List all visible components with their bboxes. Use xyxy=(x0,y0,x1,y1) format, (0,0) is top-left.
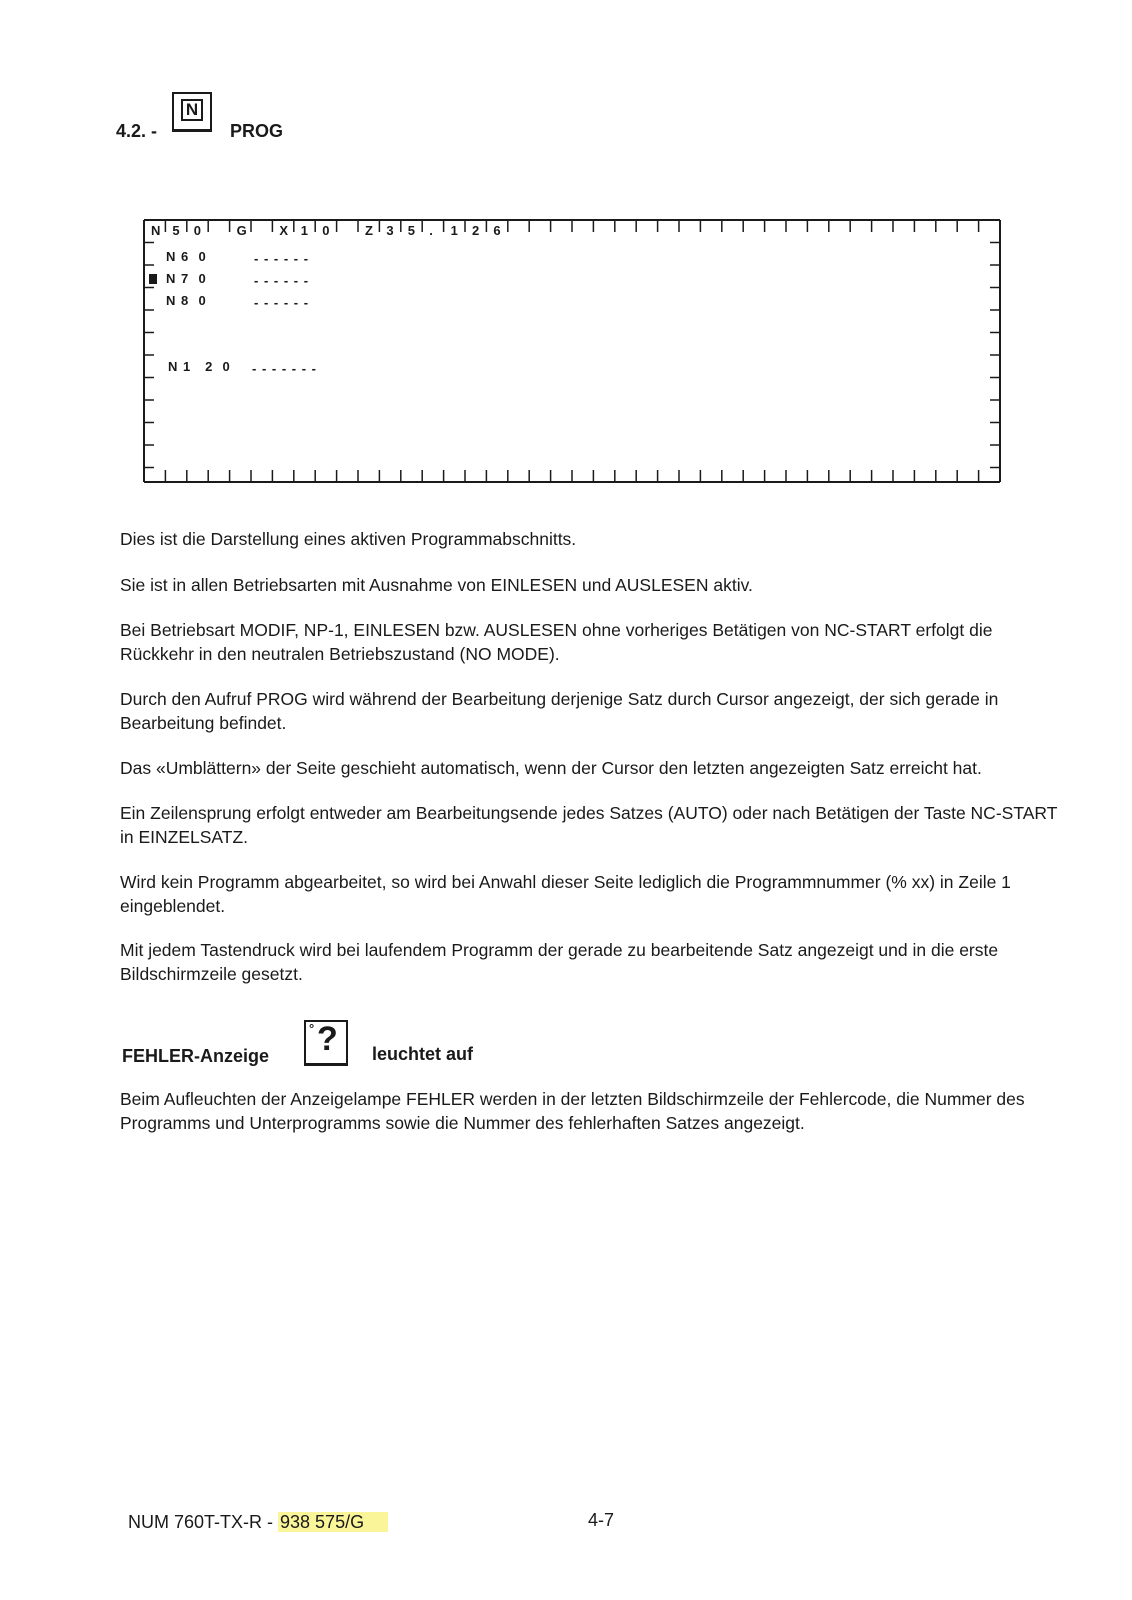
error-key-icon xyxy=(304,1020,348,1066)
screen-row-value: - - - - - - xyxy=(254,251,310,266)
fehler-label: FEHLER-Anzeige xyxy=(122,1046,270,1066)
screen-char: 1 xyxy=(300,223,309,238)
fehler-heading xyxy=(122,1020,722,1070)
prog-key-icon xyxy=(172,92,212,132)
paragraph: Wird kein Programm abgearbeitet, so wird bei Anwahl dieser Seite lediglich die Programmnummer (% xx) in Zeile 1 eingeblendet. xyxy=(120,872,1011,916)
screen-char: 0 xyxy=(322,223,330,238)
paragraph: Mit jedem Tastendruck wird bei laufendem Programm der gerade zu bearbeitende Satz angezeigt und in die erste Bildschirmzeile gesetzt. xyxy=(120,940,999,984)
screen-char: 3 xyxy=(386,223,394,238)
footer-doc-prefix: NUM 760T-TX-R - xyxy=(128,1512,279,1532)
paragraph: Sie ist in allen Betriebsarten mit Ausnahme von EINLESEN und AUSLESEN aktiv. xyxy=(120,575,753,595)
screen-row-value: - - - - - - - xyxy=(252,361,317,376)
screen-row-label: N 7 0 xyxy=(166,271,207,286)
paragraph: Das «Umblättern» der Seite geschieht automatisch, wenn der Cursor den letzten angezeigten Satz erreicht hat. xyxy=(120,758,982,778)
error-key-symbol: ? xyxy=(317,1020,338,1058)
paragraph: Dies ist die Darstellung eines aktiven Programmabschnitts. xyxy=(120,529,577,549)
error-key-degree: ° xyxy=(309,1021,315,1036)
screen-char: 5 xyxy=(172,223,180,238)
screen-row-value: - - - - - - xyxy=(254,273,310,288)
paragraph: Bei Betriebsart MODIF, NP-1, EINLESEN bzw. AUSLESEN ohne vorheriges Betätigen von NC-START erfolgt die Rückkehr in den neutralen Betriebszustand (NO MODE). xyxy=(120,620,993,664)
screen-char: 6 xyxy=(493,223,501,238)
screen-char: X xyxy=(279,223,289,238)
screen-char: 0 xyxy=(193,223,202,238)
page-number: 4-7 xyxy=(588,1510,615,1530)
screen-char: 2 xyxy=(472,223,480,238)
screen-char: N xyxy=(151,223,161,238)
screen-char: . xyxy=(429,223,433,238)
screen-row-label: N 8 0 xyxy=(166,293,207,308)
screen-row-label: N 6 0 xyxy=(166,249,207,264)
screen-row-label: N 1 2 0 xyxy=(168,359,231,374)
section-title: PROG xyxy=(230,121,284,141)
section-number: 4.2. - xyxy=(116,121,158,141)
paragraph: Durch den Aufruf PROG wird während der Bearbeitung derjenige Satz durch Cursor angezeigt, der sich gerade in Bearbeitung befindet. xyxy=(120,689,999,733)
screen-char: 5 xyxy=(407,223,416,238)
footer-doc-number: 938 575/G xyxy=(278,1512,388,1532)
fehler-paragraph: Beim Aufleuchten der Anzeigelampe FEHLER werden in der letzten Bildschirmzeile der Fehlercode, die Nummer des Programms und Unterprogramms sowie die Nummer des fehlerhaften Satzes angezeigt. xyxy=(120,1089,1025,1133)
screen-char: Z xyxy=(365,223,373,238)
fehler-status: leuchtet auf xyxy=(372,1044,474,1064)
prog-key-label: N xyxy=(181,99,203,121)
screen-char: 1 xyxy=(450,223,458,238)
screen-char: G xyxy=(236,223,247,238)
footer-doc-id xyxy=(128,1512,388,1533)
screen-row-value: - - - - - - xyxy=(254,295,310,310)
cursor-icon xyxy=(149,274,157,284)
screen-display xyxy=(142,218,1018,492)
paragraph: Ein Zeilensprung erfolgt entweder am Bearbeitungsende jedes Satzes (AUTO) oder nach Betätigen der Taste NC-START in EINZELSATZ. xyxy=(120,803,1058,847)
